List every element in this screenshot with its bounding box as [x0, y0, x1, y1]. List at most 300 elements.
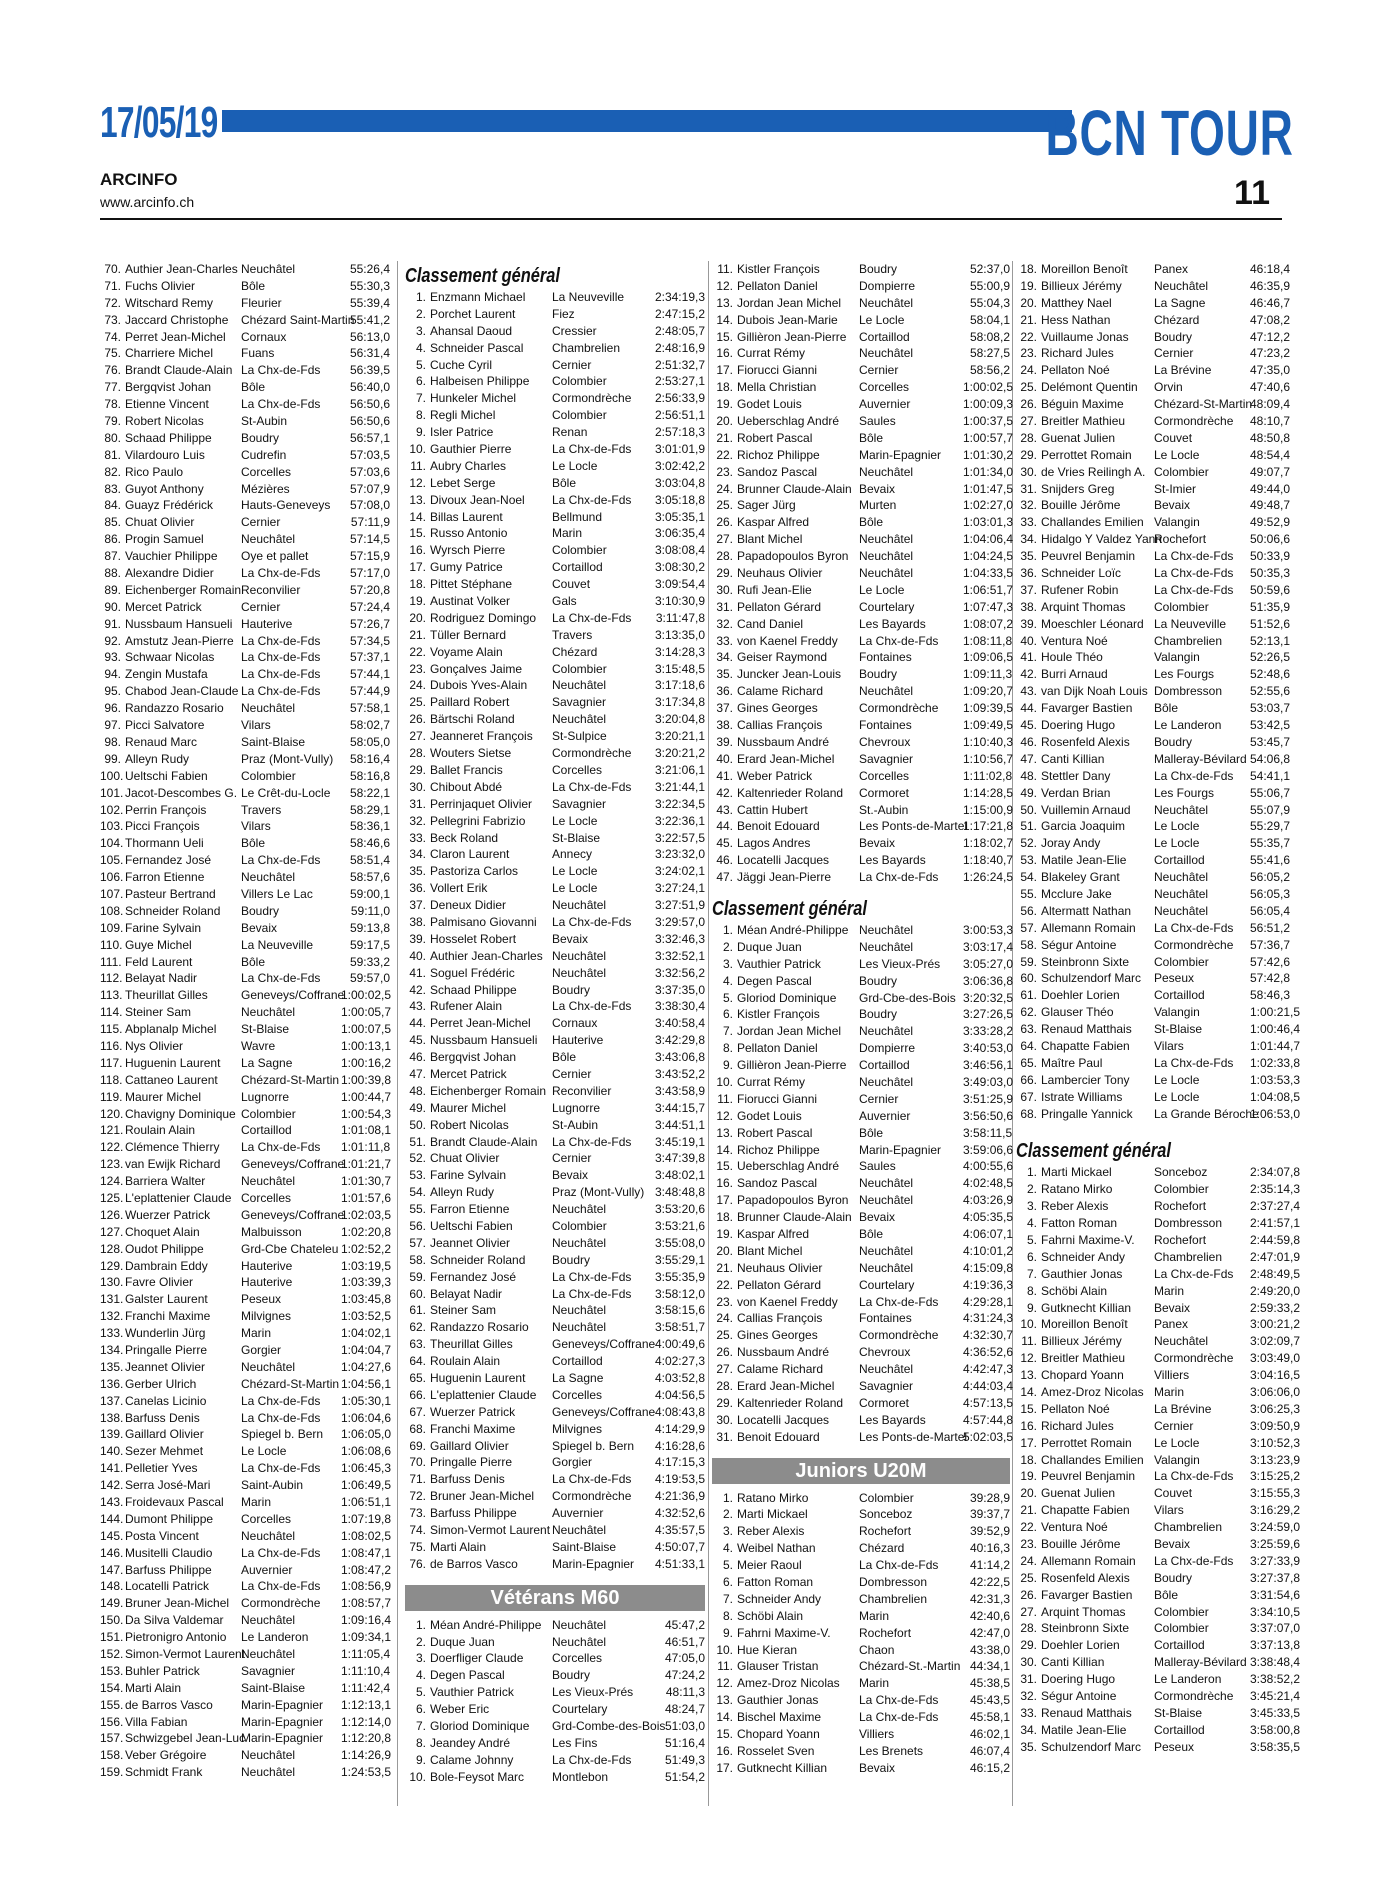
result-row [405, 863, 705, 880]
runner-location: Corcelles [241, 464, 292, 479]
runner-location: St-Aubin [552, 1117, 599, 1132]
result-row [405, 1634, 705, 1651]
result-rank: 84. [104, 498, 121, 513]
finish-time: 1:03:39,3 [341, 1275, 392, 1290]
runner-name: Ventura Noé [1041, 633, 1108, 648]
finish-time: 4:04:56,5 [654, 1387, 705, 1402]
runner-location: Neuchâtel [241, 701, 296, 716]
result-rank: 79. [104, 414, 121, 429]
runner-location: Malbuisson [241, 1224, 302, 1239]
runner-name: Russo Antonio [430, 526, 508, 541]
result-row [405, 762, 705, 779]
runner-name: Schwaar Nicolas [125, 650, 215, 665]
finish-time: 1:09:49,5 [963, 718, 1014, 733]
runner-location: Marin-Epagnier [241, 1731, 324, 1746]
finish-time: 58:56,2 [969, 363, 1010, 378]
runner-location: Cormondrèche [859, 701, 939, 716]
finish-time: 1:04:33,5 [963, 566, 1014, 581]
result-rank: 100. [100, 768, 124, 783]
finish-time: 42:40,6 [969, 1608, 1010, 1623]
result-rank: 26. [716, 1345, 733, 1360]
runner-name: Farine Sylvain [430, 1168, 507, 1183]
result-row [712, 1327, 1014, 1344]
runner-location: Le Locle [552, 458, 598, 473]
result-rank: 5. [722, 990, 733, 1005]
runner-name: Guenat Julien [1041, 1486, 1116, 1501]
result-row [405, 1134, 705, 1151]
finish-time: 3:38:52,2 [1250, 1672, 1301, 1687]
result-row [1016, 1004, 1301, 1021]
result-rank: 1. [722, 922, 733, 937]
runner-name: Ballet Francis [430, 762, 503, 777]
result-rank: 147. [100, 1562, 124, 1577]
runner-location: Cortaillod [552, 1354, 603, 1369]
runner-name: Locatelli Patrick [125, 1579, 210, 1594]
result-row [712, 1243, 1014, 1260]
result-rank: 35. [1020, 1739, 1037, 1754]
result-rank: 83. [104, 481, 121, 496]
result-row [100, 683, 390, 700]
result-rank: 2. [1026, 1182, 1037, 1197]
result-rank: 36. [409, 881, 426, 896]
finish-time: 3:16:29,2 [1250, 1503, 1301, 1518]
finish-time: 2:59:33,2 [1250, 1300, 1301, 1315]
runner-name: Rufener Alain [430, 999, 503, 1014]
runner-name: Gutknecht Killian [1041, 1300, 1132, 1315]
result-rank: 111. [100, 954, 122, 969]
runner-location: St-Sulpice [552, 729, 607, 744]
result-row [1016, 751, 1291, 768]
result-row [100, 278, 390, 295]
runner-name: Alleyn Rudy [430, 1185, 495, 1200]
runner-location: Cormoret [859, 1395, 910, 1410]
result-row [712, 1608, 1010, 1625]
runner-name: Schaad Philippe [125, 430, 212, 445]
result-rank: 37. [716, 701, 733, 716]
result-row [100, 1072, 390, 1089]
finish-time: 1:01:44,7 [1250, 1038, 1301, 1053]
result-row [712, 1591, 1010, 1608]
result-rank: 26. [409, 712, 426, 727]
runner-name: Pietronigro Antonio [125, 1630, 227, 1645]
runner-location: Neuchâtel [552, 1617, 607, 1632]
runner-location: Cernier [859, 1091, 899, 1106]
result-row [712, 835, 1014, 852]
runner-name: Pellegrini Fabrizio [430, 813, 526, 828]
runner-location: Le Locle [552, 813, 598, 828]
result-rank: 18. [716, 1210, 733, 1225]
runner-name: Reber Alexis [1041, 1199, 1109, 1214]
runner-name: van Ewijk Richard [125, 1157, 221, 1172]
result-row [405, 1370, 705, 1387]
finish-time: 40:16,3 [969, 1541, 1010, 1556]
finish-time: 56:50,6 [349, 397, 390, 412]
result-row [405, 846, 705, 863]
runner-location: Corcelles [859, 768, 910, 783]
runner-location: Le Locle [1154, 1072, 1200, 1087]
runner-location: Neuchâtel [241, 1174, 296, 1189]
runner-location: Auvernier [552, 1506, 604, 1521]
runner-location: Neuchâtel [552, 712, 607, 727]
result-rank: 20. [1020, 1486, 1037, 1501]
finish-time: 47:23,2 [1250, 346, 1291, 361]
result-rank: 31. [716, 1429, 733, 1444]
result-row [712, 1692, 1010, 1709]
runner-location: Peseux [1154, 971, 1195, 986]
runner-location: Courtelary [859, 599, 915, 614]
runner-name: Breitler Mathieu [1041, 414, 1126, 429]
runner-location: Neuchâtel [859, 922, 914, 937]
runner-name: Rico Paulo [125, 464, 184, 479]
runner-name: Cuche Cyril [430, 357, 493, 372]
result-row [712, 973, 1014, 990]
brand-url[interactable]: www.arcinfo.ch [100, 194, 195, 210]
runner-location: Le Locle [552, 864, 598, 879]
result-row [405, 1752, 705, 1769]
result-row [712, 1344, 1014, 1361]
runner-name: Fiorucci Gianni [737, 363, 818, 378]
result-rank: 25. [1020, 380, 1037, 395]
runner-name: Randazzo Rosario [430, 1320, 529, 1335]
result-rank: 39. [409, 931, 426, 946]
results-column-2 [405, 261, 705, 1786]
runner-location: La Sagne [241, 1055, 293, 1070]
result-row [100, 1477, 390, 1494]
finish-time: 52:13,1 [1250, 633, 1291, 648]
runner-location: La Sagne [1154, 295, 1206, 310]
runner-name: Gaillard Olivier [430, 1438, 509, 1453]
runner-location: La Chx-de-Fds [1154, 1469, 1234, 1484]
result-rank: 39. [1020, 616, 1037, 631]
result-row [712, 1192, 1014, 1209]
finish-time: 3:44:51,1 [654, 1117, 705, 1132]
runner-location: La Neuveville [1154, 616, 1227, 631]
result-rank: 47. [716, 870, 733, 885]
finish-time: 3:03:49,0 [1250, 1351, 1301, 1366]
result-rank: 41. [409, 965, 426, 980]
result-row [712, 1175, 1014, 1192]
runner-name: Jacot-Descombes G. [125, 785, 238, 800]
runner-location: Corcelles [552, 1651, 603, 1666]
result-rank: 114. [100, 1005, 123, 1020]
runner-location: Cormondrèche [552, 391, 632, 406]
result-rank: 17. [716, 1760, 733, 1775]
runner-location: Corcelles [241, 1511, 292, 1526]
result-rank: 97. [104, 718, 121, 733]
finish-time: 1:03:52,5 [341, 1309, 392, 1324]
result-rank: 6. [1026, 1249, 1037, 1264]
result-rank: 24. [409, 678, 426, 693]
finish-time: 58:16,4 [349, 751, 390, 766]
runner-location: Cormondrèche [241, 1596, 321, 1611]
runner-location: Murten [859, 498, 897, 513]
runner-name: Béguin Maxime [1041, 397, 1124, 412]
result-rank: 102. [100, 802, 124, 817]
finish-time: 3:37:35,0 [654, 982, 705, 997]
result-rank: 16. [716, 1743, 733, 1758]
runner-location: Colombier [1154, 1182, 1209, 1197]
finish-time: 1:14:28,5 [963, 785, 1014, 800]
finish-time: 4:08:43,8 [654, 1404, 705, 1419]
finish-time: 47:05,0 [664, 1651, 705, 1666]
runner-location: Saules [859, 414, 896, 429]
runner-name: Authier Jean-Charles [125, 262, 238, 276]
finish-time: 41:14,2 [969, 1558, 1010, 1573]
runner-name: Doering Hugo [1041, 718, 1116, 733]
result-row [712, 396, 1014, 413]
runner-name: Matile Jean-Elie [1041, 853, 1127, 868]
runner-location: Bôle [552, 475, 577, 490]
runner-location: Panex [1154, 262, 1189, 276]
finish-time: 57:17,0 [349, 566, 390, 581]
result-row [100, 1578, 390, 1595]
runner-name: Perrin François [125, 802, 207, 817]
runner-name: Wunderlin Jürg [125, 1326, 206, 1341]
runner-name: Godet Louis [737, 1108, 802, 1123]
runner-name: Fernandez José [430, 1269, 517, 1284]
result-rank: 64. [1020, 1038, 1037, 1053]
result-rank: 33. [409, 830, 426, 845]
results-list [1016, 261, 1301, 1122]
runner-location: Neuchâtel [859, 1074, 914, 1089]
runner-name: Calame Johnny [430, 1752, 514, 1767]
runner-location: La Chx-de-Fds [552, 1134, 632, 1149]
runner-name: Isler Patrice [430, 425, 494, 440]
runner-name: Fiorucci Gianni [737, 1091, 818, 1106]
runner-location: Cortaillod [859, 329, 910, 344]
runner-location: Bôle [241, 836, 266, 851]
result-rank: 91. [104, 616, 121, 631]
runner-location: Chambrelien [1154, 1520, 1223, 1535]
result-row [712, 329, 1010, 346]
runner-location: St-Aubin [241, 414, 288, 429]
finish-time: 46:07,4 [969, 1743, 1010, 1758]
result-rank: 27. [409, 729, 426, 744]
finish-time: 48:11,3 [665, 1685, 705, 1700]
finish-time: 4:00:49,6 [654, 1337, 705, 1352]
result-row [405, 1556, 705, 1573]
finish-time: 3:43:58,9 [654, 1083, 705, 1098]
runner-name: Istrate Williams [1041, 1089, 1123, 1104]
runner-name: Renaud Marc [125, 734, 198, 749]
runner-location: La Chx-de-Fds [241, 650, 321, 665]
runner-location: Neuchâtel [859, 1176, 914, 1191]
result-rank: 77. [104, 380, 121, 395]
runner-name: Favarger Bastien [1041, 701, 1133, 716]
finish-time: 51:16,4 [664, 1735, 705, 1750]
finish-time: 2:51:32,7 [654, 357, 705, 372]
runner-location: Le Locle [1154, 1089, 1200, 1104]
runner-name: Allemann Romain [1041, 1553, 1136, 1568]
result-rank: 63. [1020, 1022, 1037, 1037]
finish-time: 57:42,6 [1250, 954, 1291, 969]
finish-time: 1:02:20,8 [341, 1224, 392, 1239]
runner-location: Neuchâtel [552, 1202, 607, 1217]
result-row [100, 852, 390, 869]
runner-location: Rochefort [1154, 1199, 1207, 1214]
runner-name: Blakeley Grant [1041, 870, 1120, 885]
runner-location: Les Fourgs [1154, 667, 1215, 682]
finish-time: 48:10,7 [1250, 414, 1291, 429]
finish-time: 1:01:21,7 [341, 1157, 392, 1172]
result-rank: 19. [716, 397, 733, 412]
finish-time: 3:06:25,3 [1250, 1401, 1301, 1416]
result-row [1016, 1215, 1301, 1232]
result-row [712, 1726, 1010, 1743]
runner-location: Cormondrèche [859, 1328, 939, 1343]
result-rank: 22. [1020, 329, 1037, 344]
runner-name: Perrottet Romain [1041, 1435, 1132, 1450]
finish-time: 57:08,0 [349, 498, 390, 513]
runner-name: Franchi Maxime [125, 1309, 211, 1324]
finish-time: 51:52,6 [1250, 616, 1291, 631]
runner-name: Pellaton Daniel [737, 1041, 818, 1056]
result-row [1016, 920, 1291, 937]
runner-location: Le Locle [552, 881, 598, 896]
runner-name: Fernandez José [125, 853, 212, 868]
result-rank: 76. [409, 1556, 426, 1571]
result-row [1016, 413, 1291, 430]
runner-location: Corcelles [552, 1387, 603, 1402]
finish-time: 1:12:14,0 [341, 1714, 392, 1729]
result-row [100, 666, 390, 683]
runner-name: Snijders Greg [1041, 481, 1115, 496]
result-rank: 31. [1020, 481, 1037, 496]
finish-time: 3:20:04,8 [654, 712, 705, 727]
finish-time: 3:01:01,9 [654, 442, 705, 457]
runner-location: Bellmund [552, 509, 603, 524]
runner-location: Chambrelien [1154, 1249, 1223, 1264]
result-rank: 7. [722, 1024, 733, 1039]
runner-name: Richoz Philippe [737, 447, 820, 462]
finish-time: 3:17:18,6 [654, 678, 705, 693]
result-rank: 75. [409, 1539, 426, 1554]
runner-name: Roulain Alain [125, 1123, 196, 1138]
runner-location: Couvet [552, 577, 591, 592]
finish-time: 2:34:19,3 [654, 290, 705, 304]
result-rank: 56. [1020, 903, 1037, 918]
result-rank: 45. [716, 836, 733, 851]
runner-location: Bevaix [859, 481, 896, 496]
result-rank: 4. [415, 1668, 426, 1683]
finish-time: 1:04:24,5 [963, 549, 1014, 564]
result-row [100, 582, 390, 599]
finish-time: 3:09:50,9 [1250, 1418, 1301, 1433]
result-row [712, 430, 1014, 447]
runner-location: Neuchâtel [859, 464, 914, 479]
runner-name: von Kaenel Freddy [737, 633, 838, 648]
runner-name: Challandes Emilien [1041, 515, 1144, 530]
result-rank: 59. [1020, 954, 1037, 969]
runner-location: Cernier [241, 599, 281, 614]
runner-location: Colombier [1154, 464, 1209, 479]
result-row [712, 734, 1014, 751]
runner-location: Neuchâtel [1154, 1334, 1209, 1349]
result-rank: 106. [100, 870, 124, 885]
result-row [100, 1646, 390, 1663]
runner-location: La Chx-de-Fds [552, 1269, 632, 1284]
result-row [405, 1319, 705, 1336]
finish-time: 3:56:50,6 [963, 1108, 1014, 1123]
runner-location: Cormondrèche [1154, 1351, 1234, 1366]
runner-name: Farine Sylvain [125, 920, 202, 935]
result-row [712, 1277, 1014, 1294]
runner-name: Sager Jürg [737, 498, 796, 513]
result-row [100, 785, 390, 802]
result-rank: 24. [1020, 363, 1037, 378]
result-row [712, 922, 1014, 939]
finish-time: 53:42,5 [1250, 718, 1291, 733]
result-rank: 11. [717, 1091, 733, 1106]
result-rank: 29. [716, 566, 733, 581]
result-row [1016, 329, 1291, 346]
result-rank: 124. [100, 1174, 124, 1189]
finish-time: 1:08:57,7 [341, 1596, 392, 1611]
result-rank: 46. [716, 853, 733, 868]
runner-name: Gines Georges [737, 701, 818, 716]
result-rank: 7. [415, 1719, 426, 1734]
result-row [405, 880, 705, 897]
result-rank: 74. [409, 1523, 426, 1538]
finish-time: 59:33,2 [349, 954, 390, 969]
runner-location: Boudry [859, 1007, 898, 1022]
finish-time: 1:02:33,8 [1250, 1055, 1301, 1070]
result-rank: 2. [415, 1634, 426, 1649]
finish-time: 57:03,5 [349, 447, 390, 462]
runner-name: Ségur Antoine [1041, 937, 1117, 952]
result-row [100, 1021, 390, 1038]
runner-name: Nussbaum André [737, 1345, 830, 1360]
finish-time: 56:13,0 [349, 329, 390, 344]
runner-name: Mcclure Jake [1041, 886, 1112, 901]
runner-location: Colombier [552, 408, 607, 423]
result-row [100, 751, 390, 768]
runner-location: Cornaux [552, 1016, 598, 1031]
result-row [1016, 1705, 1301, 1722]
runner-location: Lugnorre [552, 1100, 601, 1115]
result-rank: 1. [415, 1617, 426, 1632]
runner-location: La Sagne [552, 1371, 604, 1385]
result-rank: 23. [716, 1294, 733, 1309]
finish-time: 3:05:18,8 [654, 492, 705, 507]
result-row [100, 1139, 390, 1156]
runner-name: Palmisano Giovanni [430, 914, 537, 929]
finish-time: 55:29,7 [1250, 819, 1291, 834]
result-rank: 37. [1020, 582, 1037, 597]
finish-time: 4:57:13,5 [963, 1395, 1014, 1410]
runner-name: Kaspar Alfred [737, 515, 810, 530]
finish-time: 3:42:29,8 [654, 1033, 705, 1048]
result-rank: 8. [415, 408, 426, 423]
finish-time: 1:15:00,9 [963, 802, 1014, 817]
result-row [405, 542, 705, 559]
result-row [405, 390, 705, 407]
runner-location: Bôle [859, 515, 884, 530]
result-row [712, 1642, 1010, 1659]
finish-time: 1:08:47,1 [341, 1545, 392, 1560]
runner-name: Erard Jean-Michel [737, 751, 835, 766]
runner-name: Schaad Philippe [430, 982, 517, 997]
runner-name: Amez-Droz Nicolas [737, 1676, 840, 1691]
result-rank: 71. [409, 1472, 426, 1487]
result-row [1016, 1198, 1301, 1215]
finish-time: 58:57,6 [349, 870, 390, 885]
runner-name: Meier Raoul [737, 1558, 802, 1573]
result-rank: 53. [409, 1168, 426, 1183]
result-row [405, 745, 705, 762]
runner-location: Dombresson [1154, 1216, 1223, 1231]
runner-name: Geiser Raymond [737, 650, 828, 665]
